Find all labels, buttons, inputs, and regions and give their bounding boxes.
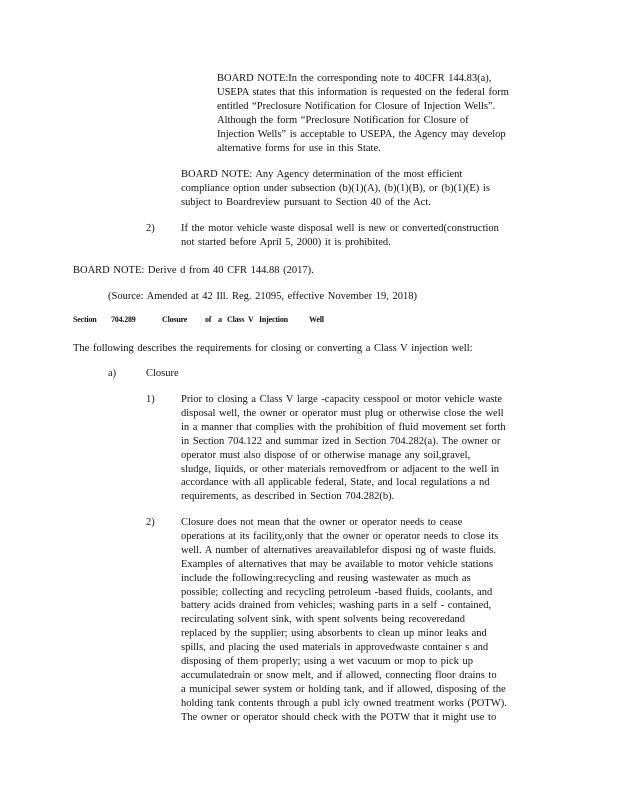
board-note-determination [181,168,490,210]
text-line: The owner or operator should check with the POTW that it might use to [181,711,497,723]
source-note [108,290,417,304]
text-line: battery acids drained from vehicles; washing parts in a self - contained, [181,600,492,612]
text-line: operator must also dispose of or otherwise manage any soil,gravel, [181,449,471,461]
text-line: not started before April 5, 2000) it is prohibited. [181,236,391,248]
text-line: Examples of alternatives that may be available to motor vehicle stations [181,558,494,570]
text-line: holding tank contents through a publ icly owned treatment works (POTW). [181,697,507,709]
paragraph-number: 2) [146,517,155,528]
item-text [181,222,499,250]
text-line: a municipal sewer system or holding tank, and if allowed, disposing of the [181,683,506,695]
text-line: BOARD NOTE: Any Agency determination of the most efficient [181,169,463,180]
paragraph-text [181,516,507,725]
board-note-preclosure [217,72,509,155]
text-line: spills, and placing the used materials in approvedwaste container s and [181,642,489,654]
heading-word: Closure [162,315,188,324]
heading-word: a [218,315,222,324]
text-line: accumulatedrain or snow melt, and if allowed, connecting floor drains to [181,669,497,681]
text-line: accordance with all applicable federal, State, and local regulations a nd [181,477,490,489]
subsection-title: Closure [146,368,179,379]
text-line: The following describes the requirements for closing or converting a Class V injection well: [73,343,473,354]
board-note-derived [73,264,314,278]
section-heading [73,315,324,324]
heading-word: Class [227,315,245,324]
text-line: disposing of them properly; using a wet vacuum or mop to pick up [181,656,473,668]
heading-word: Well [309,315,324,324]
text-line: USEPA states that this information is requested on the federal form [217,86,509,98]
item-number: 2) [146,223,155,234]
text-line: Although the form “Preclosure Notification for Closure of [217,114,469,126]
text-line: alternative forms for use in this State. [217,142,381,154]
text-line: subject to Boardreview pursuant to Section 40 of the Act. [181,196,431,208]
text-line: compliance option under subsection (b)(1)(A), (b)(1)(B), or (b)(1)(E) is [181,182,490,194]
text-line: Injection Wells” is acceptable to USEPA, the Agency may develop [217,128,506,140]
text-line: include the following:recycling and reusing wastewater as much as [181,572,471,584]
text-line: disposal well, the owner or operator must plug or otherwise close the well [181,407,504,419]
paragraph-text [181,393,506,504]
text-line: recirculating solvent sink, with spent solvents being recoveredand [181,614,466,626]
text-line: in a manner that complies with the prohibition of fluid movement set forth [181,421,506,433]
text-line: possible; collecting and recycling petroleum -based fluids, coolants, and [181,586,493,598]
text-line: requirements, as described in Section 704.282(b). [181,491,395,503]
intro-paragraph [73,342,473,356]
text-line: If the motor vehicle waste disposal well is new or converted(construction [181,223,499,234]
section-label: Section [73,315,97,324]
text-line: well. A number of alternatives areavailablefor disposi ng of waste fluids. [181,544,496,556]
text-line: (Source: Amended at 42 Ill. Reg. 21095, effective November 19, 2018) [108,291,417,302]
subsection-letter: a) [108,368,117,379]
paragraph-number: 1) [146,394,155,405]
text-line: Prior to closing a Class V large -capacity cesspool or motor vehicle waste [181,394,503,405]
heading-word: V [248,315,254,324]
heading-word: Injection [259,315,288,324]
heading-word: of [205,315,212,324]
text-line: replaced by the supplier; using absorbents to clean up minor leaks and [181,628,487,640]
section-number: 704.289 [111,315,136,324]
text-line: BOARD NOTE: Derive d from 40 CFR 144.88 (2017). [73,265,314,276]
text-line: sludge, liquids, or other materials removedfrom or adjacent to the well in [181,463,500,475]
text-line: in Section 704.122 and summar ized in Section 704.282(a). The owner or [181,435,501,447]
text-line: BOARD NOTE:In the corresponding note to 40CFR 144.83(a), [217,73,492,84]
text-line: Closure does not mean that the owner or operator needs to cease [181,517,463,528]
text-line: operations at its facility,only that the owner or operator needs to close its [181,530,499,542]
text-line: entitled “Preclosure Notification for Closure of Injection Wells”. [217,100,496,112]
